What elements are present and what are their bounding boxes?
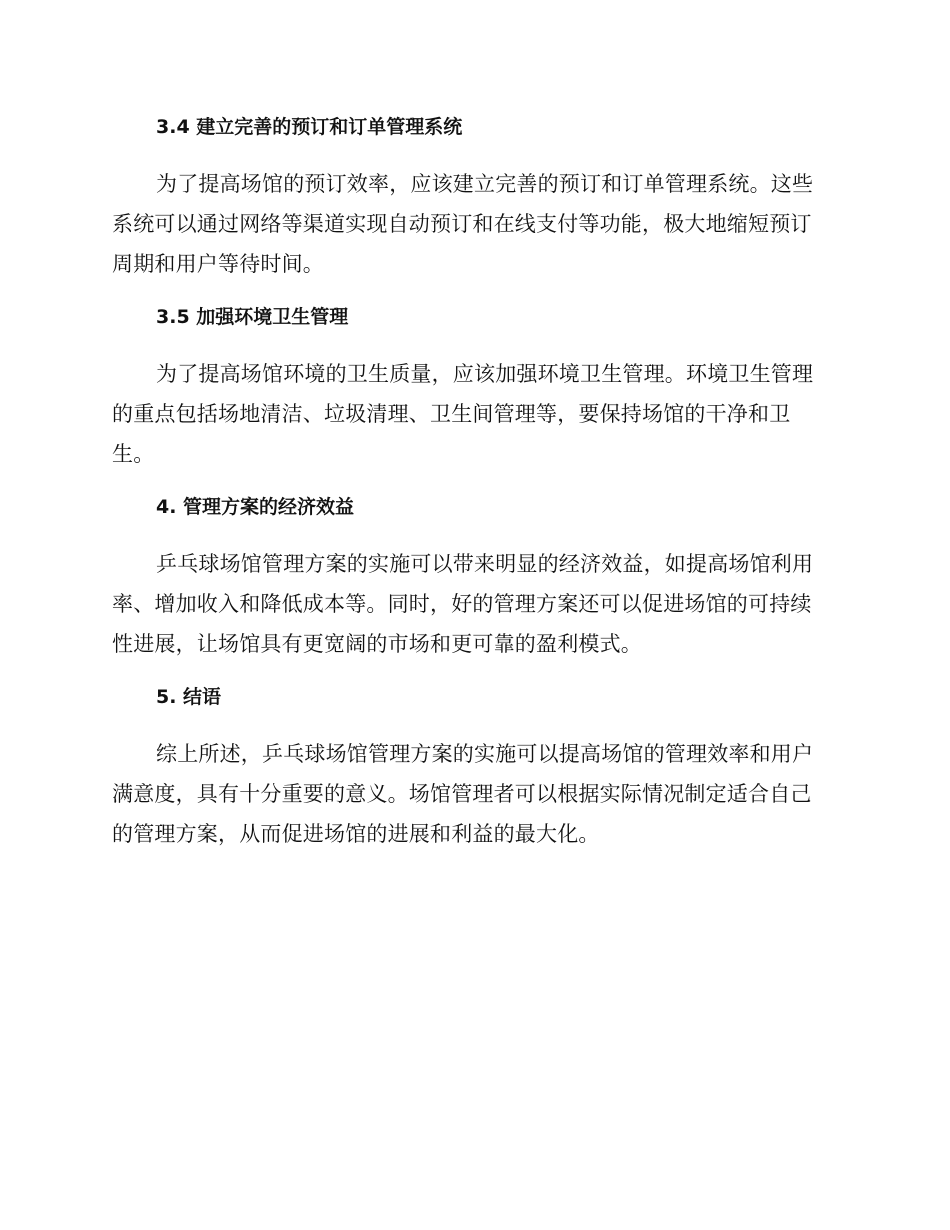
section-paragraph bbox=[112, 164, 832, 284]
section-heading: 4. 管理方案的经济效益 bbox=[156, 496, 355, 518]
paragraph-line: 满意度，具有十分重要的意义。场馆管理者可以根据实际情况制定适合自己 bbox=[112, 782, 812, 806]
paragraph-line: 为了提高场馆的预订效率，应该建立完善的预订和订单管理系统。这些 bbox=[156, 172, 814, 196]
paragraph-line: 周期和用户等待时间。 bbox=[112, 252, 324, 276]
paragraph-line: 生。 bbox=[112, 442, 155, 466]
section-paragraph bbox=[112, 354, 832, 474]
section-3-5 bbox=[112, 302, 832, 492]
section-paragraph bbox=[112, 734, 832, 854]
paragraph-line: 率、增加收入和降低成本等。同时，好的管理方案还可以促进场馆的可持续 bbox=[112, 592, 812, 616]
section-4 bbox=[112, 492, 832, 682]
section-heading: 3.4 建立完善的预订和订单管理系统 bbox=[156, 116, 463, 138]
paragraph-line: 综上所述，乒乓球场馆管理方案的实施可以提高场馆的管理效率和用户 bbox=[156, 742, 814, 766]
paragraph-line: 的管理方案，从而促进场馆的进展和利益的最大化。 bbox=[112, 822, 600, 846]
section-heading: 3.5 加强环境卫生管理 bbox=[156, 306, 349, 328]
document-body bbox=[112, 112, 832, 854]
section-paragraph bbox=[112, 544, 832, 664]
paragraph-line: 系统可以通过网络等渠道实现自动预订和在线支付等功能，极大地缩短预订 bbox=[112, 212, 812, 236]
paragraph-line: 的重点包括场地清洁、垃圾清理、卫生间管理等，要保持场馆的干净和卫 bbox=[112, 402, 791, 426]
paragraph-line: 乒乓球场馆管理方案的实施可以带来明显的经济效益，如提高场馆利用 bbox=[156, 552, 814, 576]
section-5 bbox=[112, 682, 832, 854]
paragraph-line: 为了提高场馆环境的卫生质量，应该加强环境卫生管理。环境卫生管理 bbox=[156, 362, 814, 386]
paragraph-line: 性进展，让场馆具有更宽阔的市场和更可靠的盈利模式。 bbox=[112, 632, 642, 656]
section-heading: 5. 结语 bbox=[156, 686, 222, 708]
section-3-4 bbox=[112, 112, 832, 302]
